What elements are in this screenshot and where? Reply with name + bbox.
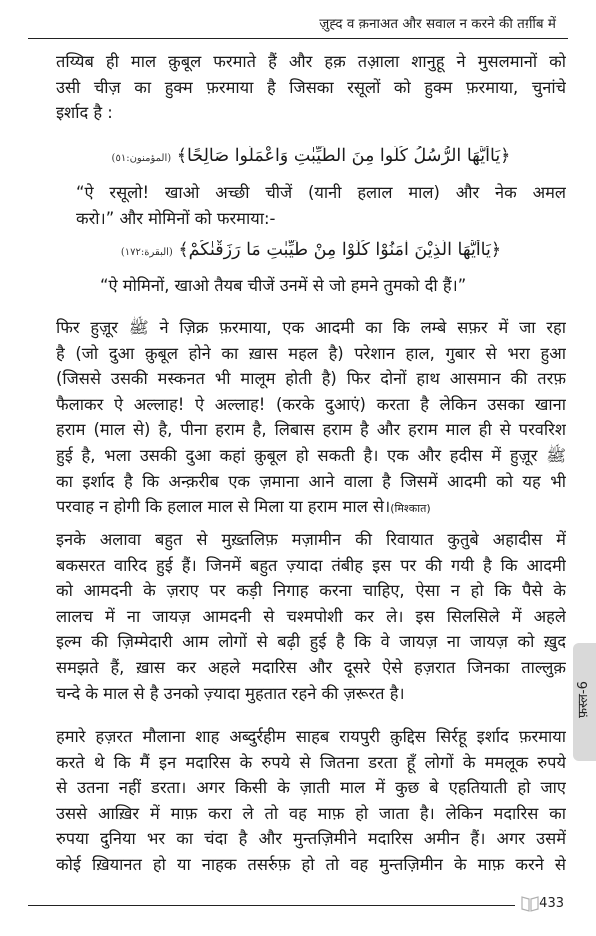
footer-divider [28,905,515,906]
paragraph-caution [56,527,566,706]
last-line-text: परवाह न होगी कि हलाल माल से मिला या हराम माल से। [56,497,391,517]
header-divider [28,38,568,39]
text-line: हुई है, भला उसकी दुआ कहां क़ुबूल हो सकती है। एक और हदीस में हुज़ूर ﷺ [56,445,566,465]
paragraph-quote [56,724,566,878]
text-line: बकसरत वारिद हुई हैं। जिनमें बहुत ज़्यादा तंबीह इस पर की गयी है कि आदमी [56,555,566,575]
text-line: लालच में ना जायज़ आमदनी से चश्मपोशी कर ले। इस सिलसिले में अहले [56,606,566,626]
verse-2-text: ﴿يَاأَيُّهَا الَّذِيْنَ اٰمَنُوْا كُلُوْا مِنْ طَيِّبٰتِ مَا رَزَقْنٰكُمْ﴾ [178,240,502,260]
last-line-text: चन्दे के माल से है उनको ज़्यादा मुहतात रहने की ज़रूरत है। [56,683,405,703]
text-line: का इर्शाद है कि अन्क़रीब एक ज़माना आने वाला है जिसमें आदमी को यह भी [56,471,566,491]
text-line: हराम (माल से) है, पीना हराम है, लिबास हराम है और हराम माल ही से परवरिश [56,420,566,440]
text-line: है (जो दुआ क़ुबूल होने का ख़ास महल है) परेशान हाल, गुबार से भरा हुआ [56,343,566,363]
quran-verse-2 [56,240,566,260]
text-line: को आमदनी के ज़राए पर कड़ी निगाह करना चाहिए, ऐसा न हो कि पैसे के [56,581,566,601]
verse-2-translation [100,273,566,299]
text-line: इल्म की ज़िम्मेदारी आम लोगों से बढ़ी हुई है कि वे जायज़ ना जायज़ को ख़ुद [56,632,566,652]
running-header: ज़ुह्द व क़नाअत और सवाल न करने की तर्ग़ीब में [319,16,556,32]
text-line: करो।” और मोमिनों को फरमाया:- [76,208,276,228]
text-line: उससे आख़िर में माफ़ करा ले तो वह माफ़ हो जाता है। लेकिन मदारिस का [56,803,566,823]
verse-1-text: ﴿يَاأَيُّهَا الرُّسُلُ كُلُوا مِنَ الطَّيِّبٰتِ وَاعْمَلُوا صَالِحًا﴾ [176,146,511,166]
verse-1-translation [76,180,566,231]
page-number: 433 [539,896,564,911]
paragraph-intro [56,49,566,126]
text-line: फिर हुज़ूर ﷺ ने ज़िक्र फ़रमाया, एक आदमी का कि लम्बे सफ़र में जा रहा [56,318,566,337]
chapter-label: फ़स्ल-6 [576,681,591,719]
source-citation: (मिश्कात) [390,502,431,516]
text-line-last [56,681,566,707]
text-line: समझते हैं, ख़ास कर अहले मदारिस और दूसरे ऐसे हज़रात जिनका ताल्लुक़ [56,657,566,677]
text-line: फैलाकर ऐ अल्लाह! ऐ अल्लाह! (करके दुआएं) करता है लेकिन उसका खाना [56,394,566,414]
paragraph-hadith [56,315,566,522]
text-line: इनके अलावा बहुत से मुख़्तलिफ़ मज़ामीन की रिवायात कुतुबे अहादीस में [56,530,566,549]
text-line: (जिससे उसकी मस्कनत भी मालूम होती है) फिर दोनों हाथ आसमान की तरफ़ [56,369,566,389]
text-line: तय्यिब ही माल क़ुबूल फरमाते हैं और हक़ तआ़ला शानुहू ने मुसलमानों को [56,52,566,71]
verse-1-reference: (المؤمنون:٥١) [111,153,172,164]
text-line: इर्शाद है : [56,103,113,123]
text-line-last [56,494,566,522]
text-line: “ऐ रसूलो! खाओ अच्छी चीजें (यानी हलाल माल) और नेक अमल [76,183,566,202]
verse-2-reference: (البقرة:١٧٢) [120,247,173,258]
text-line: कोई ख़ियानत हो या नाहक तसर्रुफ़ हो तो वह मुन्तज़िमीन के माफ़ करने से [56,854,566,874]
text-line: उसी चीज़ का हुक्म फ़रमाया है जिसका रसूलों को हुक्म फ़रमाया, चुनांचे [56,77,566,97]
text-line: करते थे कि मैं इन मदारिस के रुपये से जितना डरता हूँ लोगों के ममलूक रुपये [56,752,566,772]
book-icon [520,893,540,913]
text-line: रुपया दुनिया भर का चंदा है और मुन्तज़िमीने मदारिस अमीन हैं। अगर उसमें [56,829,566,849]
translation-line: “ऐ मोमिनों, खाओ तैयब चीजें उनमें से जो हमने तुमको दी हैं।” [100,276,467,295]
quran-verse-1 [56,146,566,166]
text-line: से उतना नहीं डरता। अगर किसी के ज़ाती माल में कुछ बे एहतियाती हो जाए [56,778,566,798]
text-line: हमारे हज़रत मौलाना शाह अब्दुर्रहीम साहब रायपुरी क़ुद्दिस सिर्रहू इर्शाद फ़रमाया [56,727,566,746]
